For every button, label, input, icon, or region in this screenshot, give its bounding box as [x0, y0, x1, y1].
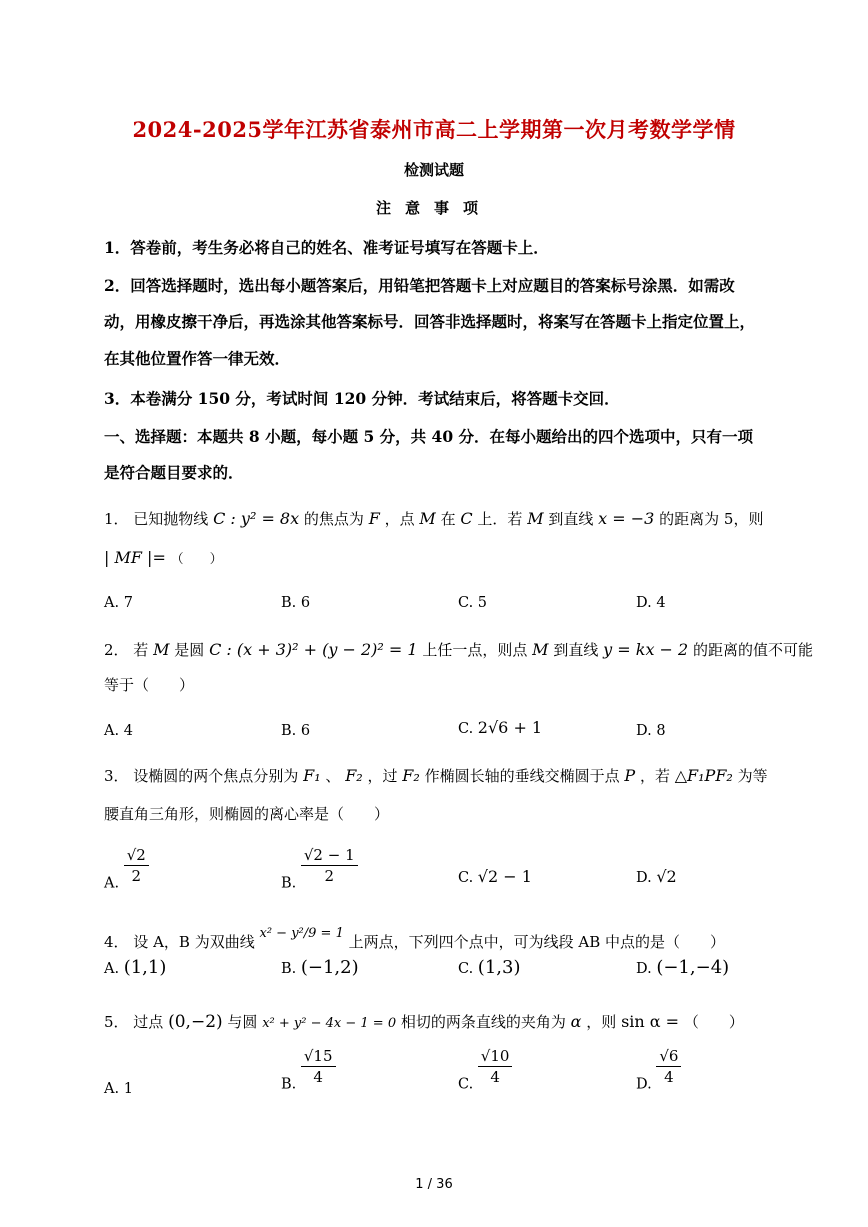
q2-option-a: A. 4	[104, 723, 133, 739]
section-heading-cont: 是符合题目要求的．	[104, 463, 244, 482]
q3-option-a: A. $\frac{√2}{2}$	[104, 846, 149, 892]
q4-option-b: B. (−1,2)	[281, 957, 359, 978]
math-expression: 2√6 + 1	[477, 718, 543, 737]
fraction: $\frac{√2 - 1}{2}$	[301, 846, 358, 885]
question-5: 5． 过点 (0,−2) 与圆 x² + y² − 4x − 1 = 0 相切的两条直线的夹角为 α ，则 sin α = （ ）	[104, 1012, 744, 1032]
q1-option-a: A. 7	[104, 595, 133, 611]
math-expression: x² + y² − 4x − 1 = 0	[262, 1016, 397, 1031]
q4-option-a: A. (1,1)	[104, 957, 167, 978]
fraction: $\frac{√6}{4}$	[656, 1047, 681, 1086]
notice-item-2: 2．回答选择题时，选出每小题答案后，用铅笔把答题卡上对应题目的答案标号涂黑．如需改	[104, 276, 735, 295]
q3-option-d: D. √2	[636, 867, 677, 886]
q4-option-d: D. (−1,−4)	[636, 957, 730, 978]
notice-item-2-cont: 动，用橡皮擦干净后，再选涂其他答案标号．回答非选择题时，将案写在答题卡上指定位置上，	[104, 312, 756, 331]
math-expression: √2	[656, 867, 677, 886]
question-4: 4． 设 A，B 为双曲线 x² − y²/9 = 1 上两点，下列四个点中，可为线段 AB 中点的是（ ）	[104, 926, 726, 951]
q5-option-d: D. $\frac{√6}{4}$	[636, 1047, 681, 1093]
section-heading: 一、选择题：本题共 8 小题，每小题 5 分，共 40 分．在每小题给出的四个选项中，只有一项	[104, 427, 754, 446]
q4-option-c: C. (1,3)	[458, 957, 521, 978]
math-expression: C : y² = 8x	[213, 509, 300, 528]
math-expression: y = kx − 2	[603, 640, 689, 659]
q2-option-b: B. 6	[281, 723, 311, 739]
math-expression: | MF |=	[104, 548, 166, 567]
q5-option-a: A. 1	[104, 1081, 133, 1097]
math-expression: C : (x + 3)² + (y − 2)² = 1	[209, 640, 418, 659]
question-3-cont: 腰直角三角形，则椭圆的离心率是（ ）	[104, 805, 390, 823]
q1-option-b: B. 6	[281, 595, 311, 611]
page-number: 1 / 36	[415, 1177, 453, 1192]
notice-item-2-cont2: 在其他位置作答一律无效．	[104, 349, 291, 368]
q3-option-c: C. √2 − 1	[458, 867, 532, 886]
fraction: $\frac{√2}{2}$	[124, 846, 149, 885]
q2-option-c: C. 2√6 + 1	[458, 718, 543, 737]
question-2-cont: 等于（ ）	[104, 676, 195, 694]
math-expression: x² − y²/9 = 1	[259, 926, 344, 941]
q5-option-b: B. $\frac{√15}{4}$	[281, 1047, 336, 1093]
q2-option-d: D. 8	[636, 723, 666, 739]
q3-option-b: B. $\frac{√2 - 1}{2}$	[281, 846, 358, 892]
q1-option-d: D. 4	[636, 595, 666, 611]
fraction: $\frac{√15}{4}$	[301, 1047, 336, 1086]
question-1-cont: | MF |= （ ）	[104, 548, 223, 567]
notice-heading: 注意事项	[375, 199, 492, 217]
notice-item-3: 3．本卷满分 150 分，考试时间 120 分钟．考试结束后，将答题卡交回．	[104, 389, 620, 408]
q5-option-c: C. $\frac{√10}{4}$	[458, 1047, 512, 1093]
question-1: 1． 已知抛物线 C : y² = 8x 的焦点为 F ，点 M 在 C 上．若 M 到直线 x = −3 的距离为 5，则	[104, 509, 764, 528]
fraction: $\frac{√10}{4}$	[478, 1047, 513, 1086]
notice-item-1: 1．答卷前，考生务必将自己的姓名、准考证号填写在答题卡上．	[104, 238, 549, 257]
question-2: 2． 若 M 是圆 C : (x + 3)² + (y − 2)² = 1 上任一点，则点 M 到直线 y = kx − 2 的距离的值不可能	[104, 640, 814, 659]
document-subtitle: 检测试题	[403, 161, 464, 179]
math-expression: √2 − 1	[477, 867, 532, 886]
math-expression: x = −3	[598, 509, 655, 528]
q1-option-c: C. 5	[458, 595, 488, 611]
document-title: 2024-2025学年江苏省泰州市高二上学期第一次月考数学学情	[132, 117, 736, 142]
question-3: 3． 设椭圆的两个焦点分别为 F₁ 、 F₂ ，过 F₂ 作椭圆长轴的垂线交椭圆于点 P ，若 △F₁PF₂ 为等	[104, 766, 768, 785]
